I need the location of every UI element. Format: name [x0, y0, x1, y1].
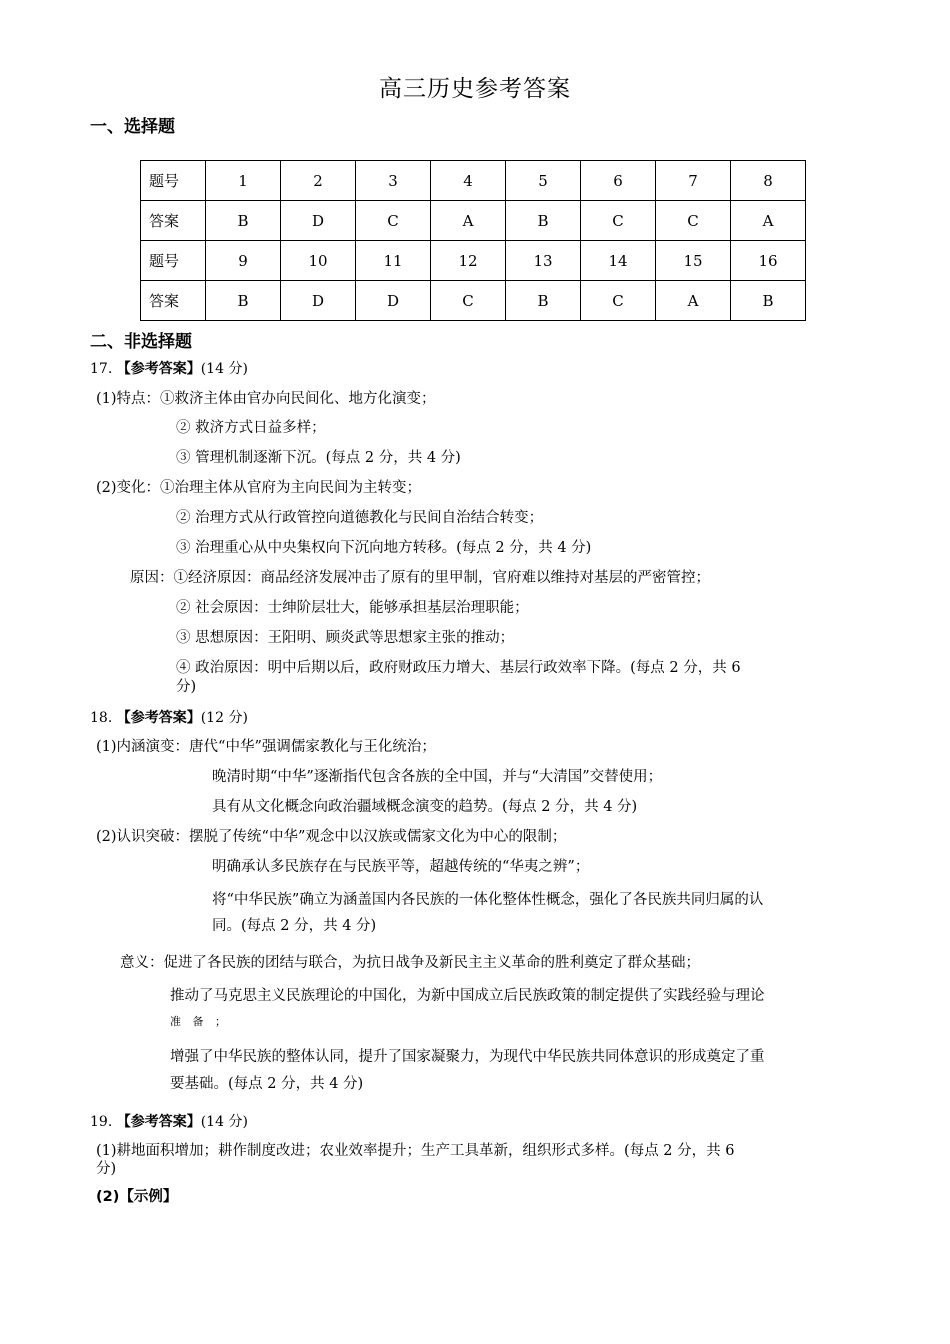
answer-line: 同。(每点 2 分，共 4 分) — [212, 918, 377, 934]
answer-line: 晚清时期“中华”逐渐指代包含各族的全中国，并与“大清国”交替使用； — [212, 769, 663, 785]
table-cell: D — [281, 281, 356, 321]
answer-line: ② 社会原因：士绅阶层壮大，能够承担基层治理职能； — [176, 600, 529, 616]
answer-line: (2)认识突破：摆脱了传统“中华”观念中以汉族或儒家文化为中心的限制； — [96, 829, 567, 845]
answer-line: 准 备 ； — [170, 1015, 230, 1028]
question-score: (14 分) — [200, 361, 248, 377]
answer-line: 推动了马克思主义民族理论的中国化，为新中国成立后民族政策的制定提供了实践经验与理论 — [170, 988, 765, 1004]
question-17-header — [90, 358, 248, 378]
table-cell: 2 — [281, 161, 356, 201]
table-cell: 14 — [581, 241, 656, 281]
table-cell: B — [506, 201, 581, 241]
table-cell: B — [506, 281, 581, 321]
table-row — [141, 241, 806, 281]
table-cell: B — [206, 201, 281, 241]
table-cell: 3 — [356, 161, 431, 201]
page-title: 高三历史参考答案 — [379, 76, 571, 102]
table-cell: D — [281, 201, 356, 241]
section-heading-choice: 一、选择题 — [90, 117, 175, 137]
table-row-header: 题号 — [141, 161, 206, 201]
question-19-header — [90, 1111, 248, 1131]
table-cell: 9 — [206, 241, 281, 281]
table-cell: 13 — [506, 241, 581, 281]
table-row — [141, 161, 806, 201]
answer-tag: 【参考答案】 — [116, 361, 201, 377]
table-row-header: 题号 — [141, 241, 206, 281]
answer-line: 将“中华民族”确立为涵盖国内各民族的一体化整体性概念，强化了各民族共同归属的认 — [212, 892, 764, 908]
table-cell: C — [581, 281, 656, 321]
answer-line: ③ 治理重心从中央集权向下沉向地方转移。(每点 2 分，共 4 分) — [176, 540, 592, 556]
answer-tag: 【参考答案】 — [116, 1114, 201, 1130]
table-cell: A — [656, 281, 731, 321]
table-cell: 10 — [281, 241, 356, 281]
question-score: (12 分) — [200, 710, 248, 726]
table-row-header: 答案 — [141, 201, 206, 241]
answer-line: (2)变化：①治理主体从官府为主向民间为主转变； — [96, 480, 422, 496]
table-cell: B — [206, 281, 281, 321]
table-cell: C — [656, 201, 731, 241]
answer-line: ② 救济方式日益多样； — [176, 420, 326, 436]
table-cell: C — [356, 201, 431, 241]
table-cell: 7 — [656, 161, 731, 201]
table-cell: D — [356, 281, 431, 321]
answer-line: 意义：促进了各民族的团结与联合，为抗日战争及新民主主义革命的胜利奠定了群众基础； — [120, 955, 700, 971]
answer-line: (1)特点：①救济主体由官办向民间化、地方化演变； — [96, 391, 436, 407]
table-row-header: 答案 — [141, 281, 206, 321]
table-cell: 12 — [431, 241, 506, 281]
example-heading: (2)【示例】 — [96, 1189, 178, 1205]
question-number: 18. — [90, 710, 113, 726]
table-cell: C — [431, 281, 506, 321]
answer-line: 具有从文化概念向政治疆域概念演变的趋势。(每点 2 分，共 4 分) — [212, 799, 638, 815]
answer-line: ③ 思想原因：王阳明、顾炎武等思想家主张的推动； — [176, 630, 515, 646]
question-number: 19. — [90, 1114, 113, 1130]
question-number: 17. — [90, 361, 113, 377]
table-cell: 1 — [206, 161, 281, 201]
table-cell: B — [731, 281, 806, 321]
answer-line: 要基础。(每点 2 分，共 4 分) — [170, 1076, 364, 1092]
answer-line: 原因：①经济原因：商品经济发展冲击了原有的里甲制，官府难以维持对基层的严密管控； — [130, 570, 710, 586]
table-cell: A — [731, 201, 806, 241]
table-cell: A — [431, 201, 506, 241]
answer-line: ④ 政治原因：明中后期以后，政府财政压力增大、基层行政效率下降。(每点 2 分，共 6 — [176, 660, 741, 676]
answer-line: 分) — [96, 1161, 117, 1177]
table-cell: 6 — [581, 161, 656, 201]
answer-line: ② 治理方式从行政管控向道德教化与民间自治结合转变； — [176, 510, 544, 526]
table-cell: C — [581, 201, 656, 241]
answer-table — [140, 160, 806, 321]
table-cell: 5 — [506, 161, 581, 201]
question-18-header — [90, 707, 248, 727]
answer-line: (1)耕地面积增加；耕作制度改进；农业效率提升；生产工具革新，组织形式多样。(每点 2 分，共 6 — [96, 1143, 735, 1159]
answer-line: (1)内涵演变：唐代“中华”强调儒家教化与王化统治； — [96, 739, 436, 755]
answer-line: 明确承认多民族存在与民族平等，超越传统的“华夷之辨”； — [212, 859, 590, 875]
table-row — [141, 281, 806, 321]
question-score: (14 分) — [200, 1114, 248, 1130]
answer-line: 分) — [176, 679, 197, 695]
answer-line: ③ 管理机制逐渐下沉。(每点 2 分，共 4 分) — [176, 450, 461, 466]
answer-line: 增强了中华民族的整体认同，提升了国家凝聚力，为现代中华民族共同体意识的形成奠定了重 — [170, 1049, 765, 1065]
answer-tag: 【参考答案】 — [116, 710, 201, 726]
table-row — [141, 201, 806, 241]
section-heading-nonchoice: 二、非选择题 — [90, 332, 192, 352]
table-cell: 8 — [731, 161, 806, 201]
table-cell: 11 — [356, 241, 431, 281]
table-cell: 4 — [431, 161, 506, 201]
table-cell: 16 — [731, 241, 806, 281]
table-cell: 15 — [656, 241, 731, 281]
